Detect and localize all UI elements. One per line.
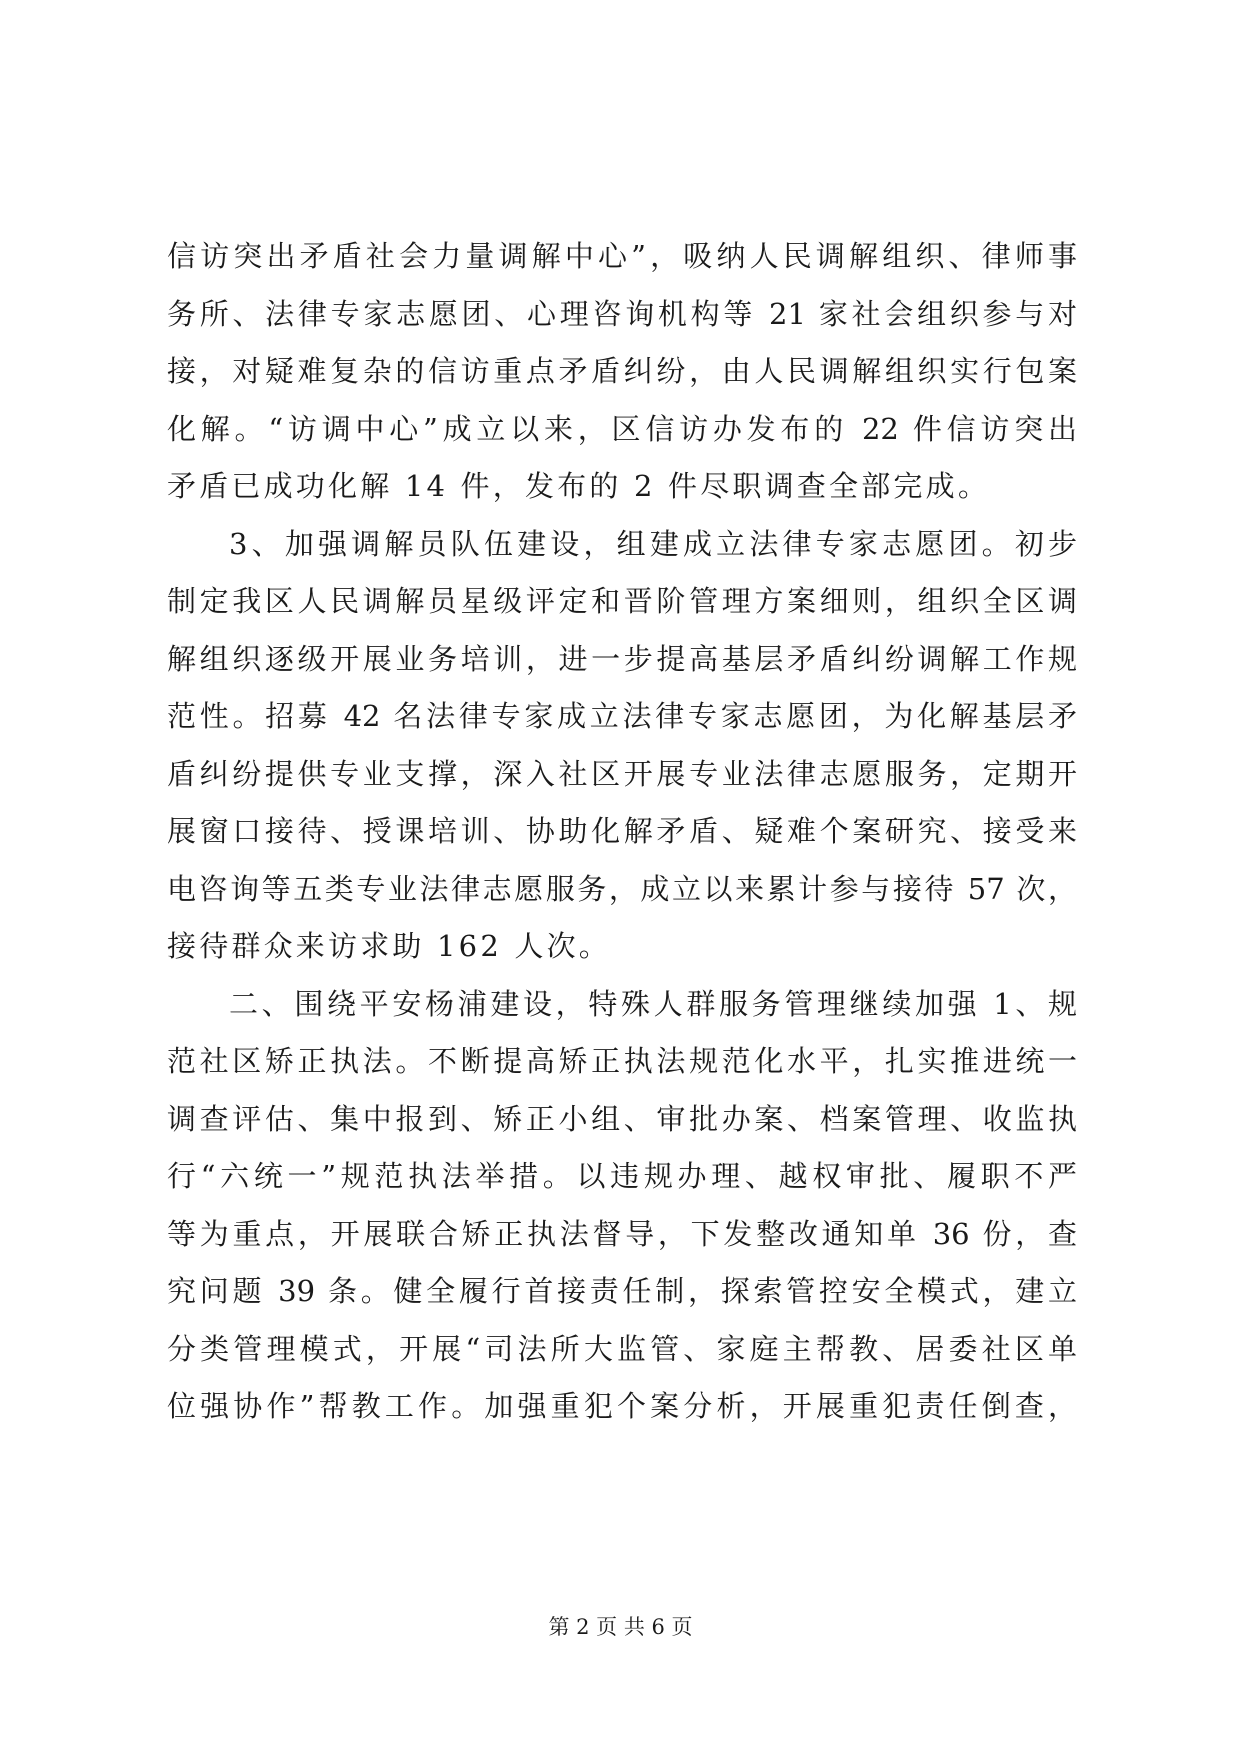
- text-line: 矛盾已成功化解 14 件，发布的 2 件尽职调查全部完成。: [167, 469, 991, 503]
- text-line: 行“六统一”规范执法举措。以违规办理、越权审批、履职不严: [167, 1159, 1077, 1193]
- text-line: 制定我区人民调解员星级评定和晋阶管理方案细则，组织全区调: [167, 584, 1077, 618]
- page-number-footer: 第 2 页 共 6 页: [548, 1615, 693, 1639]
- document-body: [167, 228, 1077, 1436]
- text-line: 范性。招募 42 名法律专家成立法律专家志愿团，为化解基层矛: [167, 699, 1077, 733]
- text-line: 化解。“访调中心”成立以来，区信访办发布的 22 件信访突出: [167, 411, 1077, 446]
- text-line: 盾纠纷提供专业支撑，深入社区开展专业法律志愿服务，定期开: [167, 756, 1077, 791]
- text-line: 务所、法律专家志愿团、心理咨询机构等 21 家社会组织参与对: [167, 296, 1077, 331]
- text-line: 分类管理模式，开展“司法所大监管、家庭主帮教、居委社区单: [167, 1331, 1077, 1366]
- text-line: 位强协作”帮教工作。加强重犯个案分析，开展重犯责任倒查，: [167, 1389, 1077, 1423]
- text-line: 电咨询等五类专业法律志愿服务，成立以来累计参与接待 57 次，: [167, 871, 1077, 906]
- paragraph-start-line: 3、加强调解员队伍建设，组建成立法律专家志愿团。初步: [229, 526, 1077, 561]
- text-line: 解组织逐级开展业务培训，进一步提高基层矛盾纠纷调解工作规: [167, 641, 1077, 676]
- text-line: 接，对疑难复杂的信访重点矛盾纠纷，由人民调解组织实行包案: [167, 354, 1077, 388]
- paragraph-start-line: 二、围绕平安杨浦建设，特殊人群服务管理继续加强 1、规: [229, 986, 1077, 1021]
- text-line: 展窗口接待、授课培训、协助化解矛盾、疑难个案研究、接受来: [167, 814, 1077, 848]
- text-line: 调查评估、集中报到、矫正小组、审批办案、档案管理、收监执: [167, 1101, 1077, 1136]
- text-line: 范社区矫正执法。不断提高矫正执法规范化水平，扎实推进统一: [167, 1044, 1077, 1078]
- text-line: 究问题 39 条。健全履行首接责任制，探索管控安全模式，建立: [167, 1274, 1077, 1308]
- text-line: 等为重点，开展联合矫正执法督导，下发整改通知单 36 份，查: [167, 1216, 1077, 1251]
- text-line: 接待群众来访求助 162 人次。: [167, 929, 611, 963]
- text-line: 信访突出矛盾社会力量调解中心”，吸纳人民调解组织、律师事: [167, 239, 1077, 273]
